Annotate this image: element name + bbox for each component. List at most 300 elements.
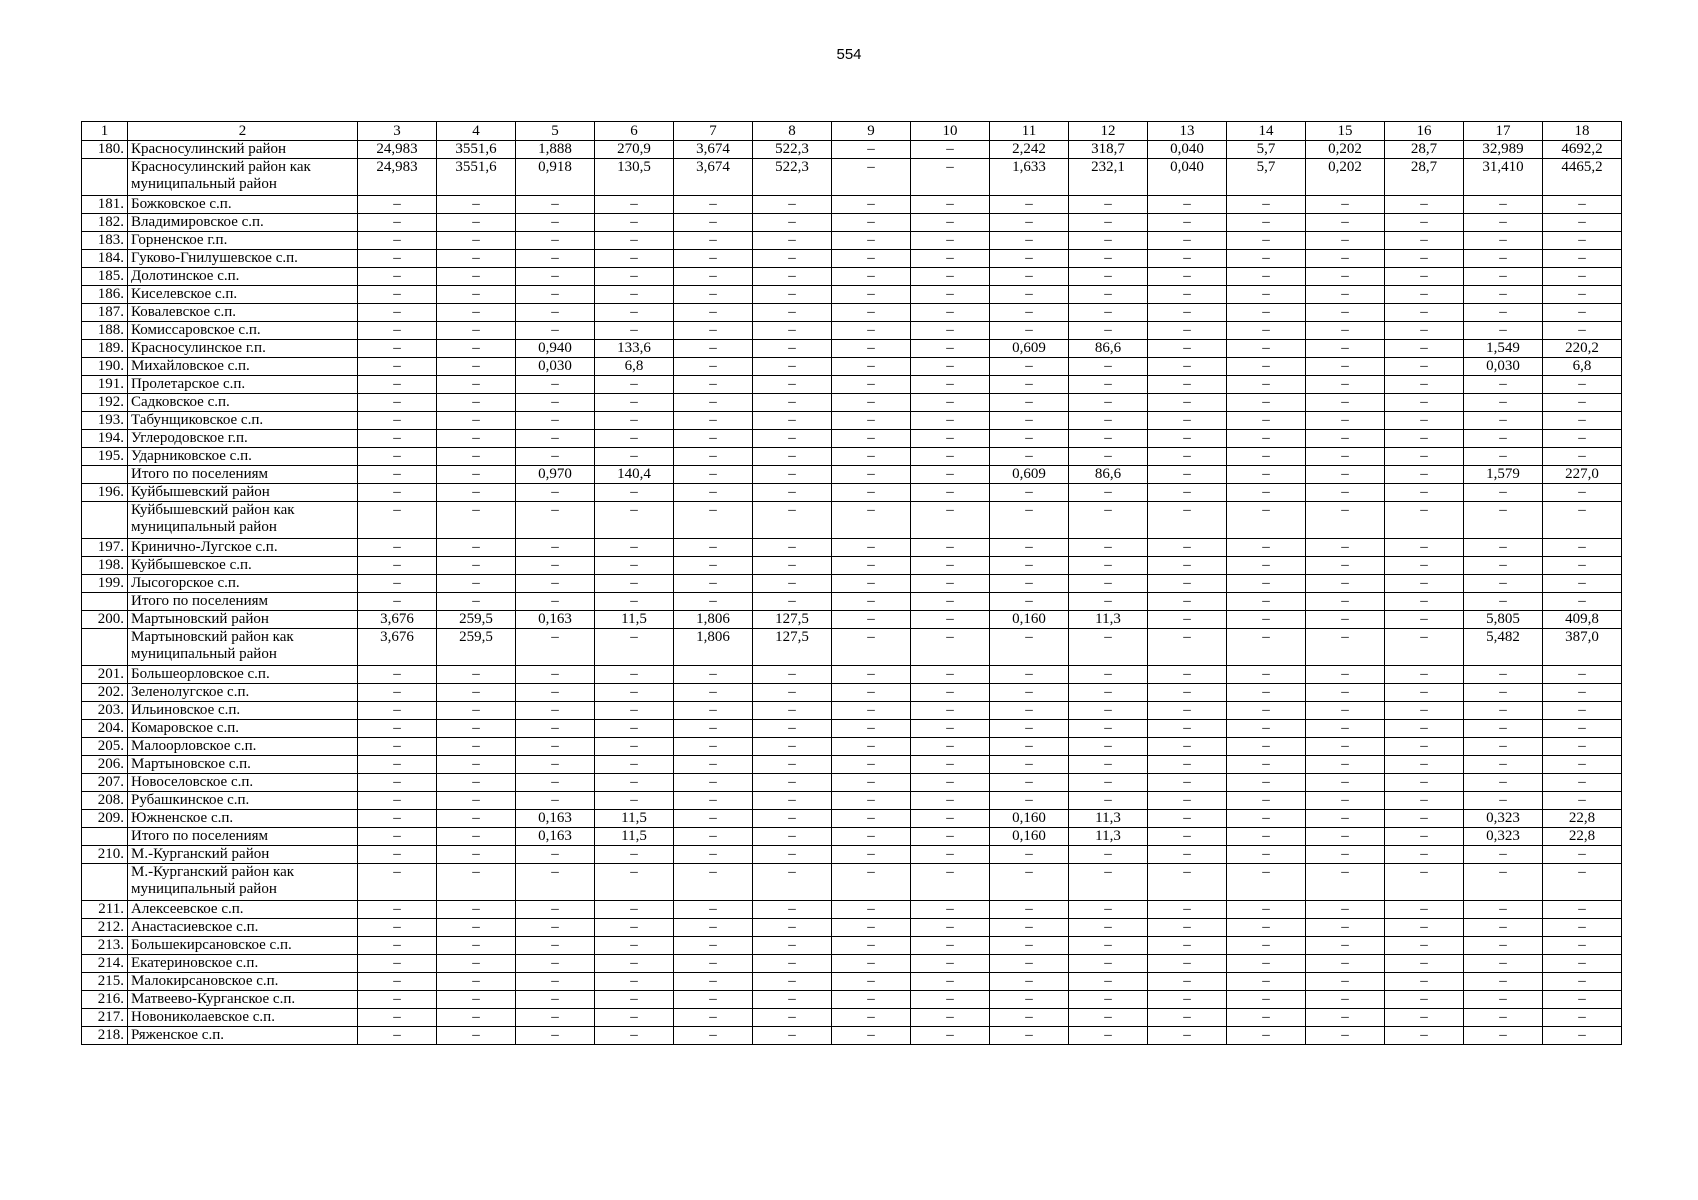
value-cell: – bbox=[1069, 448, 1148, 466]
value-cell: – bbox=[753, 666, 832, 684]
table-row bbox=[82, 702, 1622, 720]
value-cell: – bbox=[437, 720, 516, 738]
value-cell: – bbox=[911, 666, 990, 684]
value-cell: – bbox=[990, 412, 1069, 430]
table-row bbox=[82, 340, 1622, 358]
value-cell: 5,482 bbox=[1464, 629, 1543, 666]
value-cell: – bbox=[1148, 792, 1227, 810]
table-row bbox=[82, 250, 1622, 268]
value-cell: – bbox=[1306, 358, 1385, 376]
value-cell: – bbox=[674, 340, 753, 358]
value-cell: – bbox=[1148, 539, 1227, 557]
value-cell: – bbox=[1306, 846, 1385, 864]
value-cell: – bbox=[990, 973, 1069, 991]
value-cell: – bbox=[1227, 376, 1306, 394]
value-cell: – bbox=[1306, 919, 1385, 937]
value-cell: – bbox=[358, 901, 437, 919]
table-row bbox=[82, 684, 1622, 702]
value-cell: – bbox=[1148, 430, 1227, 448]
value-cell: – bbox=[911, 430, 990, 448]
value-cell: – bbox=[358, 1027, 437, 1045]
value-cell: – bbox=[911, 196, 990, 214]
row-number: 201. bbox=[82, 666, 128, 684]
value-cell: – bbox=[832, 539, 911, 557]
table-row bbox=[82, 394, 1622, 412]
row-name: Горненское г.п. bbox=[128, 232, 358, 250]
value-cell: – bbox=[516, 991, 595, 1009]
value-cell: – bbox=[1069, 666, 1148, 684]
value-cell: – bbox=[1148, 629, 1227, 666]
value-cell: – bbox=[1464, 539, 1543, 557]
value-cell: – bbox=[595, 720, 674, 738]
value-cell: – bbox=[1306, 340, 1385, 358]
value-cell: – bbox=[1306, 286, 1385, 304]
value-cell: – bbox=[1148, 466, 1227, 484]
value-cell: – bbox=[674, 919, 753, 937]
row-number: 181. bbox=[82, 196, 128, 214]
row-name: Малоорловское с.п. bbox=[128, 738, 358, 756]
value-cell: – bbox=[1306, 611, 1385, 629]
value-cell: – bbox=[595, 955, 674, 973]
value-cell: – bbox=[753, 828, 832, 846]
value-cell: – bbox=[753, 720, 832, 738]
row-number: 198. bbox=[82, 557, 128, 575]
value-cell: – bbox=[1543, 268, 1622, 286]
value-cell: – bbox=[1464, 1027, 1543, 1045]
value-cell: – bbox=[674, 376, 753, 394]
value-cell: – bbox=[674, 358, 753, 376]
value-cell: – bbox=[1069, 864, 1148, 901]
value-cell: – bbox=[1227, 684, 1306, 702]
value-cell: – bbox=[911, 792, 990, 810]
value-cell: – bbox=[516, 304, 595, 322]
column-header: 9 bbox=[832, 122, 911, 141]
value-cell: – bbox=[1464, 286, 1543, 304]
value-cell: – bbox=[911, 448, 990, 466]
value-cell: – bbox=[990, 539, 1069, 557]
table-row bbox=[82, 502, 1622, 539]
value-cell: – bbox=[358, 955, 437, 973]
value-cell: – bbox=[358, 557, 437, 575]
value-cell: – bbox=[832, 214, 911, 232]
table-row bbox=[82, 593, 1622, 611]
value-cell: 5,7 bbox=[1227, 141, 1306, 159]
value-cell: 130,5 bbox=[595, 159, 674, 196]
value-cell: – bbox=[595, 376, 674, 394]
value-cell: – bbox=[674, 702, 753, 720]
value-cell: – bbox=[1148, 376, 1227, 394]
value-cell: – bbox=[990, 1027, 1069, 1045]
value-cell: – bbox=[911, 1027, 990, 1045]
value-cell: – bbox=[990, 394, 1069, 412]
row-number: 189. bbox=[82, 340, 128, 358]
value-cell: – bbox=[437, 666, 516, 684]
value-cell: – bbox=[1069, 268, 1148, 286]
value-cell: – bbox=[1227, 250, 1306, 268]
row-number: 217. bbox=[82, 1009, 128, 1027]
value-cell: – bbox=[595, 430, 674, 448]
table-row bbox=[82, 955, 1622, 973]
row-number: 187. bbox=[82, 304, 128, 322]
value-cell: 11,5 bbox=[595, 828, 674, 846]
value-cell: – bbox=[1069, 502, 1148, 539]
value-cell: – bbox=[1464, 774, 1543, 792]
value-cell: – bbox=[990, 376, 1069, 394]
table-row bbox=[82, 774, 1622, 792]
value-cell: – bbox=[832, 937, 911, 955]
value-cell: – bbox=[516, 901, 595, 919]
value-cell: – bbox=[595, 738, 674, 756]
value-cell: – bbox=[832, 448, 911, 466]
value-cell: 1,806 bbox=[674, 611, 753, 629]
value-cell: – bbox=[1306, 268, 1385, 286]
value-cell: 32,989 bbox=[1464, 141, 1543, 159]
value-cell: – bbox=[1385, 232, 1464, 250]
value-cell: – bbox=[832, 1009, 911, 1027]
value-cell: – bbox=[832, 557, 911, 575]
value-cell: – bbox=[832, 412, 911, 430]
value-cell: – bbox=[595, 304, 674, 322]
value-cell: – bbox=[1069, 955, 1148, 973]
value-cell: 28,7 bbox=[1385, 141, 1464, 159]
value-cell: – bbox=[990, 286, 1069, 304]
value-cell: – bbox=[1148, 322, 1227, 340]
value-cell: – bbox=[437, 322, 516, 340]
value-cell: – bbox=[832, 340, 911, 358]
table-row bbox=[82, 214, 1622, 232]
value-cell: – bbox=[1543, 196, 1622, 214]
value-cell: – bbox=[832, 286, 911, 304]
column-header: 8 bbox=[753, 122, 832, 141]
value-cell: – bbox=[832, 756, 911, 774]
value-cell: – bbox=[1543, 973, 1622, 991]
value-cell: – bbox=[437, 214, 516, 232]
row-name: Новониколаевское с.п. bbox=[128, 1009, 358, 1027]
value-cell: – bbox=[1385, 466, 1464, 484]
value-cell: – bbox=[990, 214, 1069, 232]
value-cell: – bbox=[1464, 448, 1543, 466]
row-name: Матвеево-Курганское с.п. bbox=[128, 991, 358, 1009]
value-cell: – bbox=[1385, 828, 1464, 846]
value-cell: – bbox=[358, 286, 437, 304]
row-number: 200. bbox=[82, 611, 128, 629]
row-number: 203. bbox=[82, 702, 128, 720]
value-cell: – bbox=[437, 846, 516, 864]
value-cell: – bbox=[1148, 666, 1227, 684]
value-cell: – bbox=[1385, 1009, 1464, 1027]
table-row bbox=[82, 286, 1622, 304]
value-cell: – bbox=[1543, 557, 1622, 575]
value-cell: 0,970 bbox=[516, 466, 595, 484]
value-cell: – bbox=[1464, 846, 1543, 864]
value-cell: – bbox=[911, 973, 990, 991]
value-cell: – bbox=[911, 846, 990, 864]
value-cell: – bbox=[358, 756, 437, 774]
value-cell: – bbox=[595, 756, 674, 774]
value-cell: – bbox=[595, 575, 674, 593]
value-cell: – bbox=[358, 466, 437, 484]
value-cell: – bbox=[516, 792, 595, 810]
header-row bbox=[82, 122, 1622, 141]
table-row bbox=[82, 846, 1622, 864]
value-cell: – bbox=[1069, 629, 1148, 666]
value-cell: – bbox=[1543, 1009, 1622, 1027]
row-name: Новоселовское с.п. bbox=[128, 774, 358, 792]
value-cell: – bbox=[1543, 286, 1622, 304]
value-cell: – bbox=[1227, 268, 1306, 286]
value-cell: – bbox=[595, 991, 674, 1009]
row-name: Мартыновское с.п. bbox=[128, 756, 358, 774]
column-header: 15 bbox=[1306, 122, 1385, 141]
value-cell: – bbox=[1385, 593, 1464, 611]
value-cell: – bbox=[358, 539, 437, 557]
value-cell: – bbox=[1543, 322, 1622, 340]
value-cell: – bbox=[753, 702, 832, 720]
value-cell: – bbox=[1543, 738, 1622, 756]
value-cell: – bbox=[753, 919, 832, 937]
table-row bbox=[82, 322, 1622, 340]
value-cell: – bbox=[1385, 864, 1464, 901]
value-cell: – bbox=[358, 666, 437, 684]
value-cell: – bbox=[1464, 557, 1543, 575]
value-cell: 11,3 bbox=[1069, 810, 1148, 828]
value-cell: – bbox=[674, 991, 753, 1009]
value-cell: – bbox=[990, 557, 1069, 575]
value-cell: – bbox=[911, 1009, 990, 1027]
value-cell: – bbox=[437, 1027, 516, 1045]
row-name: Пролетарское с.п. bbox=[128, 376, 358, 394]
value-cell: – bbox=[437, 376, 516, 394]
value-cell: – bbox=[516, 1009, 595, 1027]
value-cell: – bbox=[1148, 919, 1227, 937]
value-cell: – bbox=[832, 268, 911, 286]
table-row bbox=[82, 901, 1622, 919]
value-cell: – bbox=[358, 484, 437, 502]
column-header: 5 bbox=[516, 122, 595, 141]
value-cell: – bbox=[1227, 358, 1306, 376]
value-cell: – bbox=[358, 738, 437, 756]
value-cell: – bbox=[595, 502, 674, 539]
value-cell: 24,983 bbox=[358, 159, 437, 196]
value-cell: – bbox=[1385, 322, 1464, 340]
table-row bbox=[82, 792, 1622, 810]
value-cell: 0,609 bbox=[990, 340, 1069, 358]
value-cell: – bbox=[1385, 502, 1464, 539]
value-cell: – bbox=[1306, 448, 1385, 466]
value-cell: – bbox=[1148, 250, 1227, 268]
value-cell: 387,0 bbox=[1543, 629, 1622, 666]
value-cell: – bbox=[437, 991, 516, 1009]
value-cell: – bbox=[516, 937, 595, 955]
value-cell: – bbox=[358, 448, 437, 466]
value-cell: – bbox=[753, 901, 832, 919]
value-cell: – bbox=[674, 286, 753, 304]
value-cell: – bbox=[990, 575, 1069, 593]
value-cell: – bbox=[1385, 430, 1464, 448]
value-cell: – bbox=[1069, 991, 1148, 1009]
value-cell: – bbox=[1543, 430, 1622, 448]
value-cell: – bbox=[1385, 394, 1464, 412]
row-number: 194. bbox=[82, 430, 128, 448]
value-cell: 4465,2 bbox=[1543, 159, 1622, 196]
value-cell: – bbox=[674, 901, 753, 919]
value-cell: – bbox=[1227, 412, 1306, 430]
value-cell: – bbox=[595, 1009, 674, 1027]
value-cell: 522,3 bbox=[753, 159, 832, 196]
value-cell: – bbox=[437, 593, 516, 611]
value-cell: – bbox=[437, 955, 516, 973]
value-cell: – bbox=[911, 684, 990, 702]
value-cell: – bbox=[911, 629, 990, 666]
row-number: 183. bbox=[82, 232, 128, 250]
row-number bbox=[82, 864, 128, 901]
value-cell: – bbox=[1148, 720, 1227, 738]
row-name: Лысогорское с.п. bbox=[128, 575, 358, 593]
value-cell: – bbox=[1464, 412, 1543, 430]
row-name: Красносулинский район bbox=[128, 141, 358, 159]
value-cell: – bbox=[990, 792, 1069, 810]
value-cell: – bbox=[437, 286, 516, 304]
value-cell: – bbox=[674, 412, 753, 430]
value-cell: – bbox=[1069, 684, 1148, 702]
value-cell: 0,030 bbox=[1464, 358, 1543, 376]
value-cell: – bbox=[1464, 991, 1543, 1009]
value-cell: – bbox=[1227, 864, 1306, 901]
value-cell: – bbox=[753, 575, 832, 593]
value-cell: – bbox=[1464, 593, 1543, 611]
value-cell: – bbox=[516, 629, 595, 666]
row-name: Комиссаровское с.п. bbox=[128, 322, 358, 340]
value-cell: – bbox=[1385, 304, 1464, 322]
value-cell: – bbox=[674, 502, 753, 539]
value-cell: – bbox=[832, 250, 911, 268]
value-cell: – bbox=[595, 196, 674, 214]
value-cell: – bbox=[911, 250, 990, 268]
value-cell: 0,160 bbox=[990, 828, 1069, 846]
value-cell: – bbox=[753, 1009, 832, 1027]
value-cell: – bbox=[1464, 666, 1543, 684]
value-cell: – bbox=[911, 901, 990, 919]
value-cell: – bbox=[753, 286, 832, 304]
value-cell: – bbox=[437, 466, 516, 484]
value-cell: 22,8 bbox=[1543, 810, 1622, 828]
value-cell: – bbox=[1306, 991, 1385, 1009]
value-cell: – bbox=[753, 774, 832, 792]
value-cell: – bbox=[990, 430, 1069, 448]
table-row bbox=[82, 448, 1622, 466]
value-cell: – bbox=[674, 268, 753, 286]
value-cell: 0,202 bbox=[1306, 159, 1385, 196]
value-cell: – bbox=[832, 141, 911, 159]
value-cell: – bbox=[832, 973, 911, 991]
value-cell: – bbox=[358, 1009, 437, 1027]
value-cell: – bbox=[1148, 955, 1227, 973]
value-cell: – bbox=[1227, 810, 1306, 828]
value-cell: – bbox=[595, 1027, 674, 1045]
value-cell: 318,7 bbox=[1069, 141, 1148, 159]
value-cell: – bbox=[1227, 919, 1306, 937]
value-cell: – bbox=[832, 304, 911, 322]
value-cell: 0,323 bbox=[1464, 828, 1543, 846]
value-cell: – bbox=[1385, 268, 1464, 286]
value-cell: – bbox=[1464, 919, 1543, 937]
value-cell: – bbox=[911, 539, 990, 557]
value-cell: – bbox=[1227, 756, 1306, 774]
value-cell: – bbox=[1464, 792, 1543, 810]
value-cell: – bbox=[1227, 846, 1306, 864]
row-name: Большекирсановское с.п. bbox=[128, 937, 358, 955]
value-cell: – bbox=[437, 340, 516, 358]
row-name: Божковское с.п. bbox=[128, 196, 358, 214]
value-cell: – bbox=[832, 738, 911, 756]
value-cell: – bbox=[1227, 702, 1306, 720]
value-cell: – bbox=[1543, 846, 1622, 864]
row-name: Садковское с.п. bbox=[128, 394, 358, 412]
value-cell: – bbox=[516, 666, 595, 684]
row-number: 197. bbox=[82, 539, 128, 557]
value-cell: – bbox=[1464, 484, 1543, 502]
value-cell: – bbox=[1148, 196, 1227, 214]
value-cell: – bbox=[1069, 250, 1148, 268]
value-cell: – bbox=[674, 810, 753, 828]
table-row bbox=[82, 1009, 1622, 1027]
value-cell: – bbox=[1464, 430, 1543, 448]
value-cell: – bbox=[437, 232, 516, 250]
value-cell: – bbox=[1227, 575, 1306, 593]
value-cell: – bbox=[1069, 394, 1148, 412]
value-cell: – bbox=[1148, 286, 1227, 304]
value-cell: – bbox=[1464, 304, 1543, 322]
value-cell: – bbox=[911, 557, 990, 575]
value-cell: – bbox=[358, 991, 437, 1009]
table-row bbox=[82, 1027, 1622, 1045]
value-cell: – bbox=[516, 593, 595, 611]
value-cell: – bbox=[1148, 214, 1227, 232]
value-cell: – bbox=[1385, 629, 1464, 666]
value-cell: 0,163 bbox=[516, 828, 595, 846]
value-cell: – bbox=[358, 304, 437, 322]
value-cell: – bbox=[1069, 430, 1148, 448]
value-cell: – bbox=[1069, 756, 1148, 774]
value-cell: – bbox=[1148, 358, 1227, 376]
table-row bbox=[82, 141, 1622, 159]
value-cell: – bbox=[832, 611, 911, 629]
row-name: Мартыновский район bbox=[128, 611, 358, 629]
table-row bbox=[82, 557, 1622, 575]
value-cell: – bbox=[437, 304, 516, 322]
value-cell: – bbox=[990, 232, 1069, 250]
value-cell: – bbox=[1227, 666, 1306, 684]
value-cell: – bbox=[1227, 430, 1306, 448]
column-header: 14 bbox=[1227, 122, 1306, 141]
row-number: 204. bbox=[82, 720, 128, 738]
value-cell: – bbox=[990, 502, 1069, 539]
value-cell: 28,7 bbox=[1385, 159, 1464, 196]
value-cell: – bbox=[1306, 593, 1385, 611]
row-number: 211. bbox=[82, 901, 128, 919]
value-cell: – bbox=[358, 196, 437, 214]
value-cell: – bbox=[990, 629, 1069, 666]
value-cell: – bbox=[753, 484, 832, 502]
value-cell: – bbox=[1069, 484, 1148, 502]
value-cell: – bbox=[1148, 340, 1227, 358]
value-cell: – bbox=[832, 159, 911, 196]
value-cell: – bbox=[1227, 557, 1306, 575]
value-cell: – bbox=[753, 304, 832, 322]
value-cell: – bbox=[516, 394, 595, 412]
value-cell: – bbox=[674, 738, 753, 756]
value-cell: – bbox=[437, 901, 516, 919]
